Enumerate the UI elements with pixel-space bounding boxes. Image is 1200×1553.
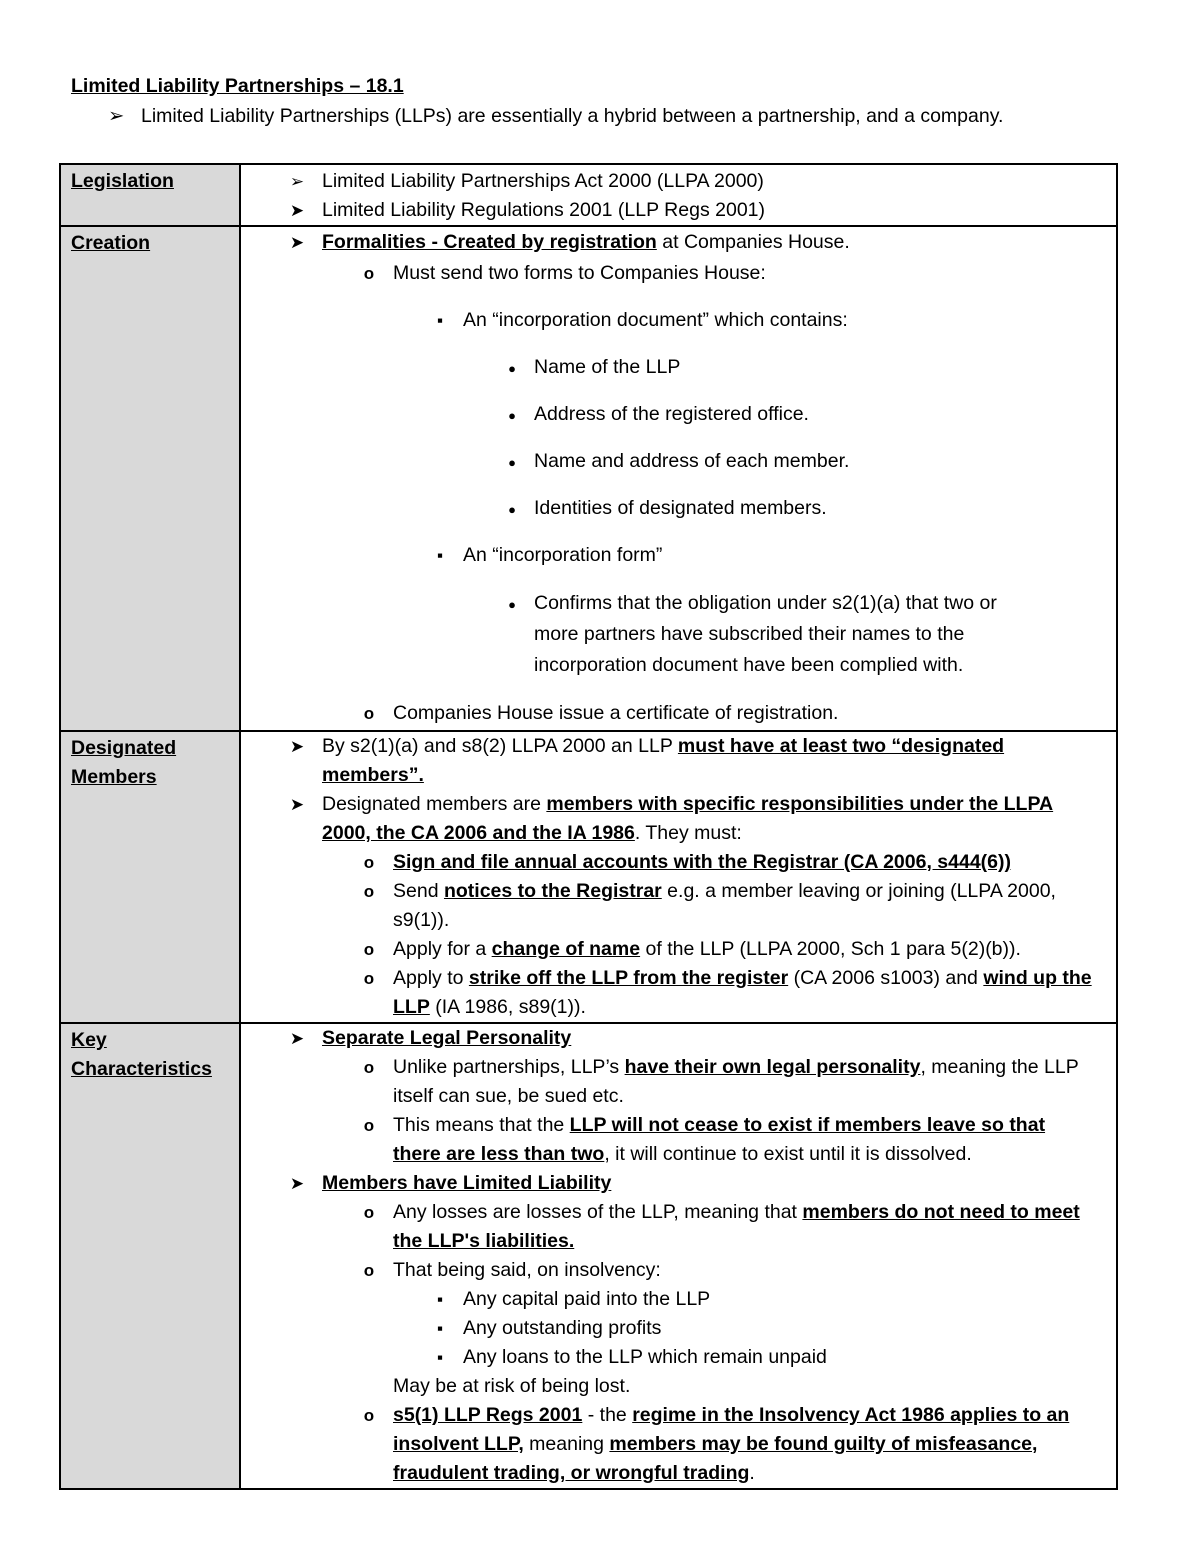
list-item: o Must send two forms to Companies House: xyxy=(241,259,1116,288)
dot-bullet-icon xyxy=(500,400,524,430)
notes-table xyxy=(59,163,1118,1490)
list-item: o This means that the LLP will not cease to exist if members leave so that there are less than two, it will continue to exist until it is dissolved. xyxy=(241,1111,1116,1169)
list-item: o Companies House issue a certificate of registration. xyxy=(241,699,1116,728)
arrow-bullet-icon: ➢ xyxy=(108,105,125,127)
label-cell xyxy=(60,1023,240,1489)
list-item: o That being said, on insolvency: xyxy=(241,1256,1116,1285)
label-creation: Creation xyxy=(71,232,151,254)
square-bullet-icon xyxy=(428,1314,452,1343)
list-item: o Sign and file annual accounts with the Registrar (CA 2006, s444(6)) xyxy=(241,848,1116,877)
dot-bullet-icon xyxy=(500,353,524,383)
label-designated-members: Designated Members xyxy=(71,737,177,788)
list-item: ▪ Any loans to the LLP which remain unpaid xyxy=(241,1343,1116,1372)
paragraph: May be at risk of being lost. xyxy=(393,1375,631,1397)
content-cell xyxy=(240,731,1117,1023)
square-bullet-icon xyxy=(428,1285,452,1314)
list-item: ▪ Any outstanding profits xyxy=(241,1314,1116,1343)
circle-bullet-icon xyxy=(357,877,381,906)
arrow-bullet-icon xyxy=(285,1169,309,1198)
square-bullet-icon xyxy=(428,541,452,570)
list-item: o Any losses are losses of the LLP, meaning that members do not need to meet the LLP's liabilities. xyxy=(241,1198,1116,1256)
arrow-bullet-icon: ➢ xyxy=(289,172,305,191)
list-item: ➤ Limited Liability Regulations 2001 (LLP Regs 2001) xyxy=(241,196,1116,225)
list-item: ● Name of the LLP xyxy=(241,353,1116,382)
label-legislation: Legislation xyxy=(71,170,174,192)
list-item: o Apply to strike off the LLP from the register (CA 2006 s1003) and wind up the LLP (IA 1986, s89(1)). xyxy=(241,964,1116,1022)
list-item: ➢ Limited Liability Partnerships Act 2000 (LLPA 2000) xyxy=(241,167,1116,196)
label-cell xyxy=(60,731,240,1023)
circle-bullet-icon xyxy=(357,1111,381,1140)
list-item: ➤ By s2(1)(a) and s8(2) LLPA 2000 an LLP must have at least two “designated members”. xyxy=(241,732,1116,790)
list-item: ● Identities of designated members. xyxy=(241,494,1116,523)
label-key-characteristics: Key Characteristics xyxy=(71,1029,212,1080)
list-item: ➤ Designated members are members with specific responsibilities under the LLPA 2000, the CA 2006 and the IA 1986. They must: xyxy=(241,790,1116,848)
label-cell xyxy=(60,164,240,226)
list-item: o s5(1) LLP Regs 2001 - the regime in the Insolvency Act 1986 applies to an insolvent LLP, meaning members may be found guilty of misfeasance, fraudulent trading, or wrongful trading. xyxy=(241,1401,1116,1488)
arrow-bullet-icon xyxy=(285,732,309,761)
arrow-bullet-icon xyxy=(285,790,309,819)
arrow-bullet-icon xyxy=(285,1024,309,1053)
list-item: ▪ An “incorporation form” xyxy=(241,541,1116,570)
content-cell xyxy=(240,226,1117,731)
content-cell xyxy=(240,164,1117,226)
square-bullet-icon xyxy=(428,1343,452,1372)
circle-bullet-icon xyxy=(357,1401,381,1430)
circle-bullet-icon xyxy=(357,1198,381,1227)
list-item: o Unlike partnerships, LLP’s have their own legal personality, meaning the LLP itself can sue, be sued etc. xyxy=(241,1053,1116,1111)
list-item: ➤ Separate Legal Personality xyxy=(241,1024,1116,1053)
list-item: ● Confirms that the obligation under s2(1)(a) that two or more partners have subscribed their names to the incorporation document have been complied with. xyxy=(241,588,1116,681)
circle-bullet-icon xyxy=(357,1053,381,1082)
label-cell xyxy=(60,226,240,731)
square-bullet-icon xyxy=(428,306,452,335)
list-item: o Apply for a change of name of the LLP (LLPA 2000, Sch 1 para 5(2)(b)). xyxy=(241,935,1116,964)
list-item: ➤ Formalities - Created by registration at Companies House. xyxy=(241,228,1116,257)
circle-bullet-icon xyxy=(357,259,381,288)
circle-bullet-icon xyxy=(357,964,381,993)
row-legislation xyxy=(60,164,1117,226)
row-key-characteristics xyxy=(60,1023,1117,1489)
document-title: Limited Liability Partnerships – 18.1 xyxy=(71,75,404,97)
list-item: ▪ Any capital paid into the LLP xyxy=(241,1285,1116,1314)
dot-bullet-icon xyxy=(500,588,524,620)
list-item: o Send notices to the Registrar e.g. a member leaving or joining (LLPA 2000, s9(1)). xyxy=(241,877,1116,935)
intro-text: Limited Liability Partnerships (LLPs) are essentially a hybrid between a partnership, and a company. xyxy=(141,105,1004,127)
content-cell xyxy=(240,1023,1117,1489)
row-creation xyxy=(60,226,1117,731)
arrow-bullet-icon xyxy=(285,228,309,257)
list-item: ● Address of the registered office. xyxy=(241,400,1116,429)
dot-bullet-icon xyxy=(500,494,524,524)
row-designated-members xyxy=(60,731,1117,1023)
dot-bullet-icon xyxy=(500,447,524,477)
circle-bullet-icon xyxy=(357,935,381,964)
list-item: ▪ An “incorporation document” which contains: xyxy=(241,306,1116,335)
circle-bullet-icon xyxy=(357,1256,381,1285)
list-item: ● Name and address of each member. xyxy=(241,447,1116,476)
circle-bullet-icon xyxy=(357,699,381,728)
arrow-bullet-icon xyxy=(285,196,309,225)
circle-bullet-icon xyxy=(357,848,381,877)
list-item: ➤ Members have Limited Liability xyxy=(241,1169,1116,1198)
